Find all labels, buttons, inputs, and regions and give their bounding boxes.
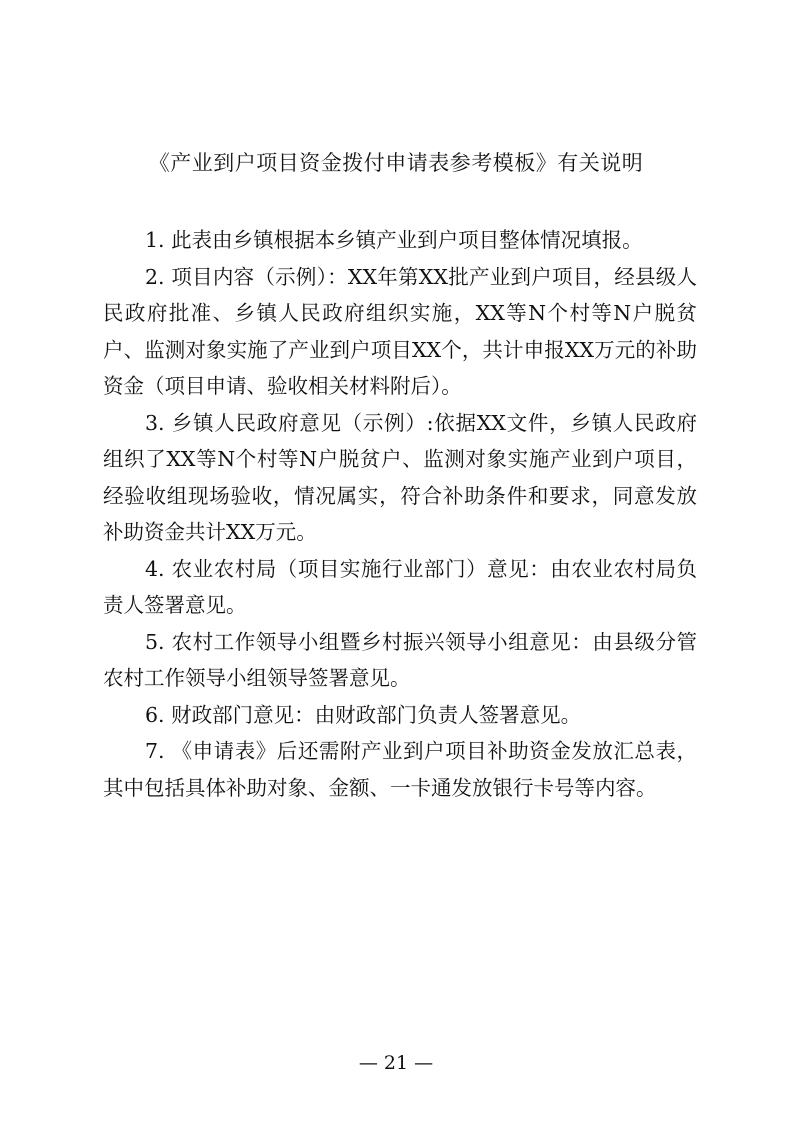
paragraph-4: 4. 农业农村局（项目实施行业部门）意见：由农业农村局负责人签署意见。 bbox=[103, 556, 697, 617]
document-title: 《产业到户项目资金拨付申请表参考模板》有关说明 bbox=[148, 151, 644, 175]
paragraph-1: 1. 此表由乡镇根据本乡镇产业到户项目整体情况填报。 bbox=[145, 228, 643, 252]
paragraph-7: 7. 《申请表》后还需附产业到户项目补助资金发放汇总表，其中包括具体补助对象、金额、一卡通发放银行卡号等内容。 bbox=[103, 739, 697, 800]
paragraph-5: 5. 农村工作领导小组暨乡村振兴领导小组意见：由县级分管农村工作领导小组领导签署意见。 bbox=[103, 629, 697, 690]
page-number: — 21 — bbox=[358, 1052, 434, 1074]
paragraph-6: 6. 财政部门意见：由财政部门负责人签署意见。 bbox=[145, 702, 582, 727]
paragraph-2: 2. 项目内容（示例）：XX年第XX批产业到户项目，经县级人民政府批准、乡镇人民政府组织实施，XX等N个村等N户脱贫户、监测对象实施了产业到户项目XX个，共计申报XX万元的补助资金（项目申请、验收相关材料附后）。 bbox=[103, 264, 697, 398]
paragraph-3: 3. 乡镇人民政府意见（示例）:依据XX文件，乡镇人民政府组织了XX等N个村等N户脱贫户、监测对象实施产业到户项目，经验收组现场验收，情况属实，符合补助条件和要求，同意发放补助资金共计XX万元。 bbox=[103, 410, 697, 544]
document-body bbox=[103, 222, 697, 806]
